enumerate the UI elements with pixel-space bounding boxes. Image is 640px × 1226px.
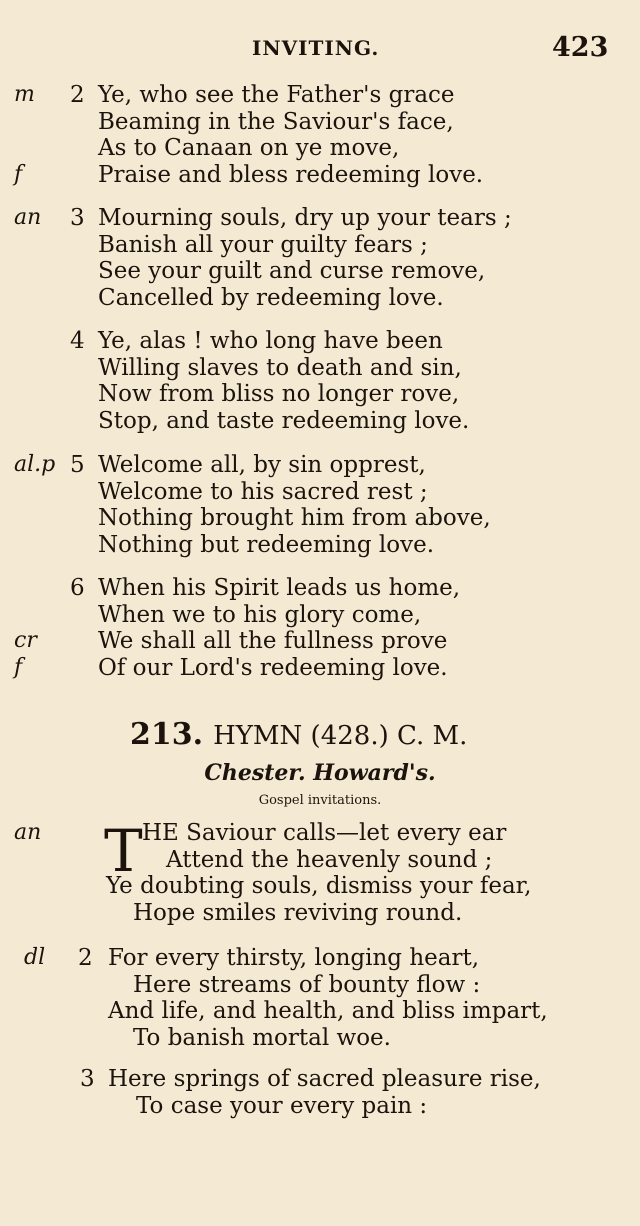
stanza-number: 4	[70, 328, 85, 354]
stanza-number: 2	[70, 82, 85, 108]
verse-line: See your guilt and curse remove,	[98, 258, 486, 284]
drop-cap: T	[104, 817, 143, 885]
dynamic-mark: an	[14, 820, 42, 845]
verse-line: When we to his glory come,	[98, 601, 422, 628]
stanza	[0, 205, 640, 311]
dynamic-mark: an	[14, 205, 42, 230]
hymn-number: 213.	[130, 717, 204, 752]
stanza	[0, 452, 640, 558]
running-title: INVITING.	[252, 36, 380, 60]
verse-line: Beaming in the Saviour's face,	[98, 108, 454, 135]
stanza-number: 3	[80, 1066, 95, 1092]
dynamic-mark: m	[14, 82, 35, 107]
verse-line: Welcome all, by sin opprest,	[98, 452, 426, 478]
dynamic-mark: al.p	[14, 452, 56, 477]
stanza-number: 2	[78, 945, 93, 971]
stanza-number: 5	[70, 452, 85, 478]
dynamic-mark: f	[14, 161, 23, 187]
verse-line: Of our Lord's redeeming love.	[98, 654, 448, 681]
verse-line: Ye, alas ! who long have been	[98, 328, 443, 354]
verse-line: Attend the heavenly sound ;	[166, 846, 493, 873]
dynamic-mark: dl	[24, 945, 46, 970]
stanza	[0, 1066, 640, 1119]
verse-line: Mourning souls, dry up your tears ;	[98, 205, 512, 231]
verse-line: Banish all your guilty fears ;	[98, 231, 428, 258]
dynamic-mark: f	[14, 654, 23, 680]
verse-line: Nothing but redeeming love.	[98, 531, 435, 558]
verse-line: Here streams of bounty flow :	[133, 971, 481, 998]
verse-line: To banish mortal woe.	[133, 1024, 391, 1051]
verse-line: We shall all the fullness prove	[98, 628, 448, 654]
page-number: 423	[552, 32, 609, 63]
stanza	[0, 82, 640, 188]
verse-line: Welcome to his sacred rest ;	[98, 478, 428, 505]
verse-line: Nothing brought him from above,	[98, 505, 491, 531]
page-header	[0, 32, 640, 68]
verse-line: Now from bliss no longer rove,	[98, 381, 460, 407]
tune-names: Chester. Howard's.	[204, 760, 436, 786]
verse-line: Praise and bless redeeming love.	[98, 161, 484, 188]
dynamic-mark: cr	[14, 628, 37, 653]
verse-line: For every thirsty, longing heart,	[108, 945, 480, 971]
stanza	[0, 575, 640, 681]
verse-line: Ye, who see the Father's grace	[98, 82, 455, 108]
verse-line: Willing slaves to death and sin,	[98, 354, 462, 381]
hymn-heading	[130, 717, 467, 752]
verse-line: When his Spirit leads us home,	[98, 575, 461, 601]
stanza	[0, 945, 640, 1051]
verse-line: HE Saviour calls—let every ear	[142, 820, 507, 846]
hymn-title: HYMN (428.) C. M.	[213, 721, 468, 751]
verse-line: As to Canaan on ye move,	[98, 135, 400, 161]
verse-line: And life, and health, and bliss impart,	[108, 998, 548, 1024]
stanza-number: 3	[70, 205, 85, 231]
verse-line: To case your every pain :	[136, 1092, 428, 1119]
stanza	[0, 328, 640, 434]
stanza	[0, 817, 640, 926]
stanza-number: 6	[70, 575, 85, 601]
verse-line: Here springs of sacred pleasure rise,	[108, 1066, 541, 1092]
verse-line: Ye doubting souls, dismiss your fear,	[106, 873, 532, 899]
hymn-subject: Gospel invitations.	[258, 793, 382, 808]
verse-line: Stop, and taste redeeming love.	[98, 407, 470, 434]
verse-line: Hope smiles reviving round.	[133, 899, 463, 926]
verse-line: Cancelled by redeeming love.	[98, 284, 444, 311]
